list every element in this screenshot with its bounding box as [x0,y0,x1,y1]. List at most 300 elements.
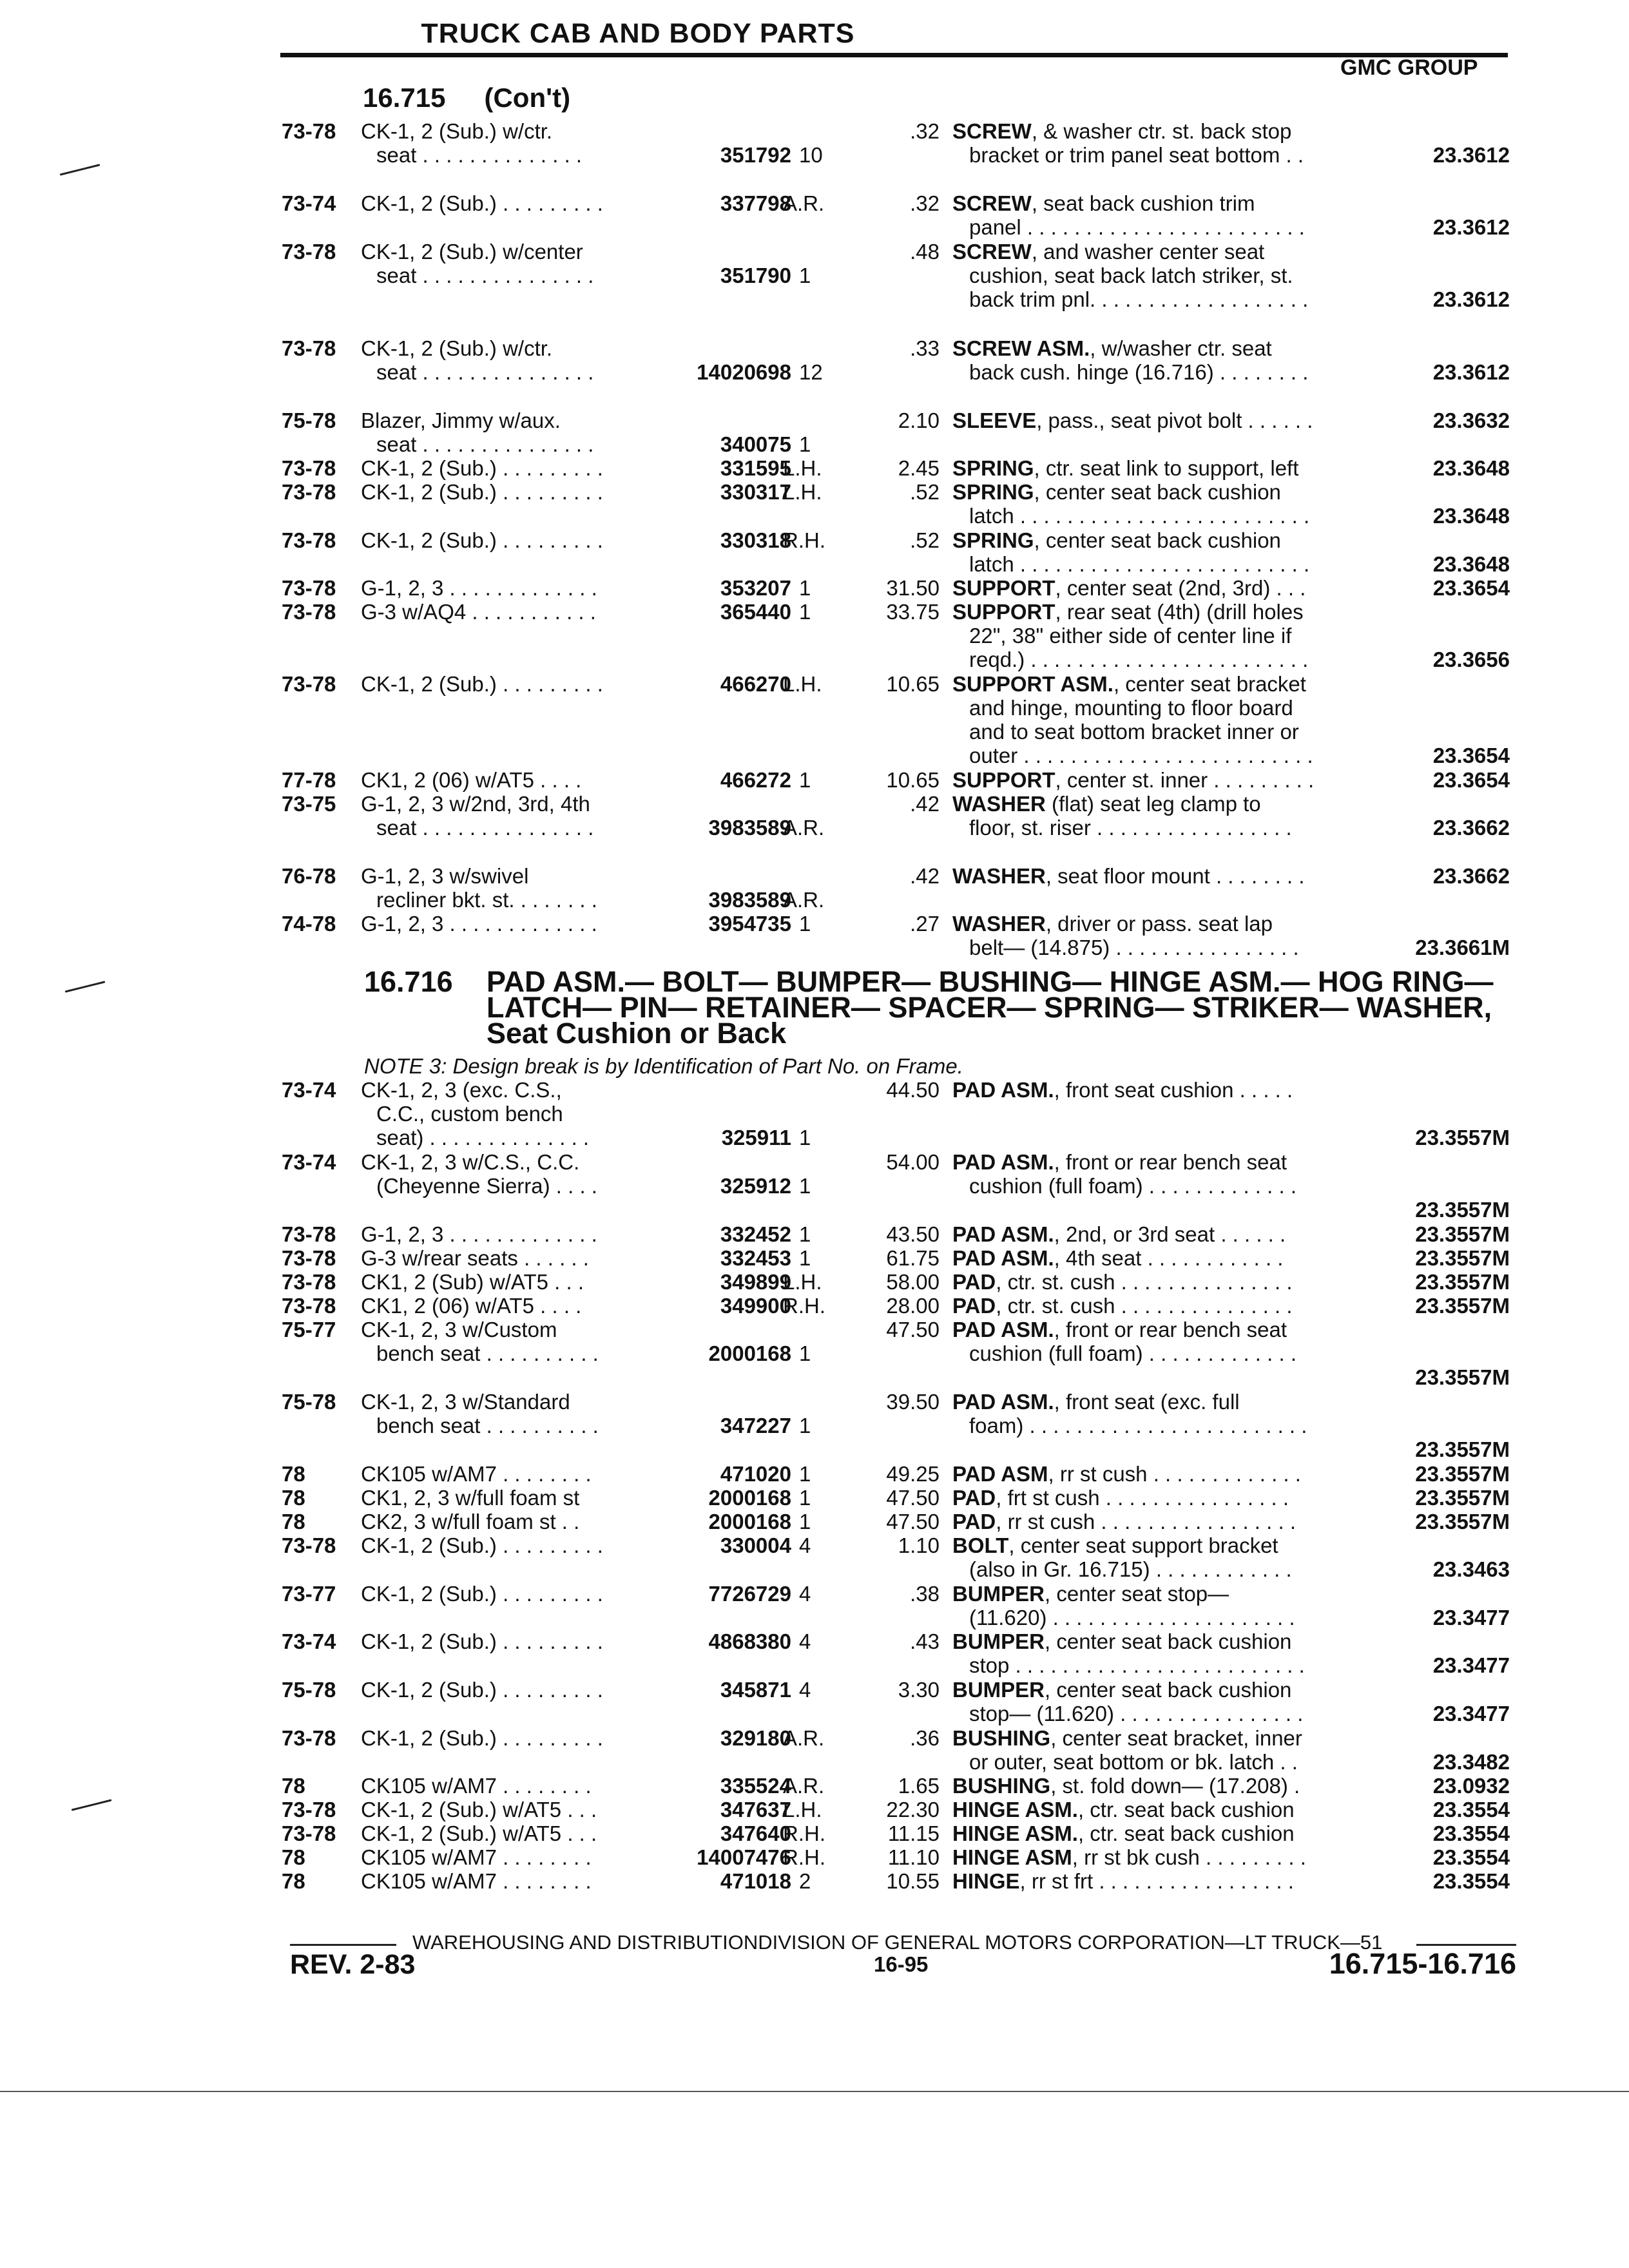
part-description [952,1510,1365,1533]
quantity: 1 [799,1486,811,1510]
model-applicability [361,1726,603,1750]
section-title: PAD ASM.— BOLT— BUMPER— BUSHING— HINGE ASM.— HOG RING— LATCH— PIN— RETAINER— SPACER— SPRING— STRIKER— WASHER, Seat Cushion or Back [487,965,1494,1050]
part-description [952,864,1365,888]
description-line: cushion (full foam) . . . . . . . . . . . . . [969,1341,1296,1365]
price: 44.50 [886,1078,940,1102]
model-applicability [361,1222,597,1246]
model-year: 75-78 [282,408,336,432]
quantity: R.H. [783,1821,825,1845]
part-description [952,1462,1365,1486]
catalog-number: 23.3463 [1432,1557,1510,1581]
model-applicability [361,1246,589,1270]
part-description [952,1294,1365,1318]
header-rule [280,53,1508,57]
model-applicability [361,480,603,504]
catalog-number: 23.3557M [1415,1294,1510,1318]
model-line: CK-1, 2 (Sub.) . . . . . . . . . [361,456,603,480]
catalog-number: 23.3612 [1432,360,1510,384]
catalog-number: 23.3557M [1415,1198,1510,1222]
model-year: 75-78 [282,1678,336,1702]
model-year: 73-75 [282,792,336,816]
model-year: 74-78 [282,912,336,936]
quantity: 10 [799,143,823,167]
price: 47.50 [886,1510,940,1533]
model-applicability [361,912,597,936]
quantity: 1 [799,1222,811,1246]
model-year: 76-78 [282,864,336,888]
part-description [952,768,1365,792]
model-year: 73-74 [282,1629,336,1653]
catalog-number: 23.3662 [1432,816,1510,840]
price: 11.10 [887,1845,940,1869]
price: 11.15 [887,1821,940,1845]
model-applicability [361,408,593,456]
model-line: G-1, 2, 3 . . . . . . . . . . . . . [361,912,597,936]
price: .32 [910,119,940,143]
model-year: 73-78 [282,1726,336,1750]
quantity: A.R. [783,1726,825,1750]
part-number: 353207 [720,576,791,600]
part-description [952,408,1365,432]
model-applicability [361,1078,589,1149]
description-line: stop— (11.620) . . . . . . . . . . . . . . . . [969,1702,1304,1725]
footer-rule-right [1416,1944,1516,1946]
model-line: seat . . . . . . . . . . . . . . . [376,816,594,840]
price: 43.50 [886,1222,940,1246]
quantity: 4 [799,1678,811,1702]
description-line: belt— (14.875) . . . . . . . . . . . . . . . . [969,936,1299,959]
price: .36 [910,1726,940,1750]
price: .42 [910,864,940,888]
description-line: SPRING, ctr. seat link to support, left [952,456,1299,480]
quantity: 1 [799,1462,811,1486]
page-reference: 16.715-16.716 [1329,1947,1516,1980]
price: .52 [910,528,940,552]
catalog-number: 23.3648 [1432,456,1510,480]
quantity: 2 [799,1869,811,1893]
model-applicability [361,1678,603,1702]
part-number: 330004 [720,1533,791,1557]
price: .33 [910,336,940,360]
model-applicability [361,792,593,840]
model-year: 73-78 [282,1246,336,1270]
model-year: 75-78 [282,1390,336,1414]
catalog-number: 23.3477 [1432,1606,1510,1629]
model-line: bench seat . . . . . . . . . . [376,1341,599,1365]
description-line: SCREW, & washer ctr. st. back stop [952,119,1292,143]
section-number: 16.716 [364,965,453,998]
quantity: R.H. [783,1845,825,1869]
quantity: 1 [799,1126,811,1149]
model-line: CK-1, 2 (Sub.) . . . . . . . . . [361,480,603,504]
price: 33.75 [886,600,940,624]
model-line: CK1, 2 (06) w/AT5 . . . . [361,1294,582,1318]
part-description [952,600,1365,671]
model-applicability [361,1486,579,1510]
description-line: latch . . . . . . . . . . . . . . . . . . . . . . . . . [969,504,1310,528]
quantity: 1 [799,432,811,456]
price: 58.00 [886,1270,940,1294]
model-applicability [361,864,597,912]
quantity: 1 [799,600,811,624]
part-number: 351790 [720,264,791,287]
model-line: CK1, 2 (Sub) w/AT5 . . . [361,1270,584,1294]
model-line: CK-1, 2 (Sub.) . . . . . . . . . [361,1582,603,1606]
part-description [952,1150,1365,1198]
description-line: PAD ASM., front seat (exc. full [952,1390,1240,1414]
model-line: CK-1, 2 (Sub.) w/AT5 . . . [361,1798,597,1821]
part-number: 340075 [720,432,791,456]
catalog-number: 23.3632 [1432,408,1510,432]
description-line: floor, st. riser . . . . . . . . . . . . . . . . . [969,816,1292,840]
part-number: 3983589 [708,888,791,912]
description-line: and hinge, mounting to floor board [969,696,1293,720]
catalog-number: 23.3477 [1432,1702,1510,1725]
model-applicability [361,768,581,792]
price: 10.65 [886,768,940,792]
catalog-number: 23.3612 [1432,287,1510,311]
catalog-number: 23.3477 [1432,1653,1510,1677]
quantity: A.R. [783,888,825,912]
part-description [952,1222,1365,1246]
model-applicability [361,119,582,167]
catalog-number: 23.3661M [1415,936,1510,959]
quantity: A.R. [783,1774,825,1798]
model-line: CK-1, 2 (Sub.) w/AT5 . . . [361,1821,597,1845]
model-applicability [361,1845,592,1869]
quantity: 1 [799,1341,811,1365]
punch-mark [65,981,106,992]
catalog-number: 23.3557M [1415,1486,1510,1510]
part-description [952,1246,1365,1270]
part-number: 329180 [720,1726,791,1750]
model-line: CK-1, 2 (Sub.) . . . . . . . . . [361,1629,603,1653]
price: 10.55 [886,1869,940,1893]
model-applicability [361,1821,597,1845]
model-line: G-1, 2, 3 . . . . . . . . . . . . . [361,576,597,600]
catalog-number: 23.3554 [1432,1821,1510,1845]
part-description [952,480,1365,528]
price: .48 [910,240,940,264]
scan-edge-line [0,2091,1629,2092]
model-line: Blazer, Jimmy w/aux. [361,408,561,432]
part-number: 7726729 [708,1582,791,1606]
model-line: CK105 w/AM7 . . . . . . . . [361,1869,592,1893]
part-description [952,1774,1365,1798]
model-line: G-1, 2, 3 w/2nd, 3rd, 4th [361,792,590,816]
description-line: PAD, frt st cush . . . . . . . . . . . . . . . . [952,1486,1289,1510]
model-line: C.C., custom bench [376,1102,563,1126]
description-line: HINGE ASM., ctr. seat back cushion [952,1821,1295,1845]
part-description [952,1798,1365,1821]
price: 47.50 [886,1318,940,1341]
quantity: L.H. [783,672,822,696]
part-number: 349900 [720,1294,791,1318]
part-description [952,1486,1365,1510]
description-line: cushion, seat back latch striker, st. [969,264,1293,287]
model-line: (Cheyenne Sierra) . . . . [376,1174,597,1198]
part-number: 347640 [720,1821,791,1845]
part-description [952,1533,1365,1581]
description-line: foam) . . . . . . . . . . . . . . . . . . . . . . . . [969,1414,1307,1437]
model-year: 73-78 [282,1294,336,1318]
quantity: 1 [799,768,811,792]
description-line: SUPPORT, rear seat (4th) (drill holes [952,600,1304,624]
model-line: G-1, 2, 3 w/swivel [361,864,529,888]
model-line: CK-1, 2, 3 (exc. C.S., [361,1078,562,1102]
description-line: (11.620) . . . . . . . . . . . . . . . . . . . . . [969,1606,1295,1629]
quantity: L.H. [783,456,822,480]
model-year: 73-77 [282,1582,336,1606]
model-line: recliner bkt. st. . . . . . . . [376,888,597,912]
part-number: 471020 [720,1462,791,1486]
part-number: 347227 [720,1414,791,1437]
description-line: PAD, rr st cush . . . . . . . . . . . . . . . . . [952,1510,1296,1533]
catalog-number: 23.3648 [1432,552,1510,576]
description-line: outer . . . . . . . . . . . . . . . . . . . . . . . . . [969,744,1313,767]
model-line: bench seat . . . . . . . . . . [376,1414,599,1437]
catalog-number: 23.3612 [1432,215,1510,239]
part-number: 2000168 [708,1510,791,1533]
description-line: back cush. hinge (16.716) . . . . . . . . [969,360,1309,384]
part-number: 3954735 [708,912,791,936]
part-description [952,240,1365,311]
model-line: seat . . . . . . . . . . . . . . . [376,432,594,456]
quantity: L.H. [783,480,822,504]
model-line: CK-1, 2, 3 w/Custom [361,1318,557,1341]
part-description [952,1078,1365,1102]
description-line: PAD, ctr. st. cush . . . . . . . . . . . . . . . [952,1294,1293,1318]
part-description [952,1270,1365,1294]
quantity: 1 [799,912,811,936]
price: 2.45 [898,456,940,480]
part-description [952,1318,1365,1365]
description-line: panel . . . . . . . . . . . . . . . . . . . . . . . . [969,215,1305,239]
part-description [952,191,1365,239]
description-line: or outer, seat bottom or bk. latch . . [969,1750,1298,1774]
quantity: 4 [799,1629,811,1653]
catalog-number: 23.3554 [1432,1845,1510,1869]
catalog-number: 23.3557M [1415,1365,1510,1389]
part-number: 3983589 [708,816,791,840]
price: .38 [910,1582,940,1606]
model-year: 78 [282,1845,305,1869]
catalog-number: 23.3654 [1432,744,1510,767]
description-line: PAD ASM., 4th seat . . . . . . . . . . . . [952,1246,1284,1270]
quantity: A.R. [783,191,825,215]
description-line: SCREW, seat back cushion trim [952,191,1255,215]
description-line: back trim pnl. . . . . . . . . . . . . . . . . . . [969,287,1309,311]
model-year: 73-78 [282,672,336,696]
description-line: HINGE ASM., ctr. seat back cushion [952,1798,1295,1821]
description-line: WASHER, seat floor mount . . . . . . . . [952,864,1305,888]
description-line: bracket or trim panel seat bottom . . [969,143,1304,167]
part-description [952,1845,1365,1869]
model-applicability [361,1582,603,1606]
model-year: 78 [282,1774,305,1798]
catalog-number: 23.3554 [1432,1869,1510,1893]
quantity: 1 [799,264,811,287]
punch-mark [60,164,101,175]
model-line: G-3 w/rear seats . . . . . . [361,1246,589,1270]
model-year: 78 [282,1510,305,1533]
model-applicability [361,336,593,384]
catalog-number: 23.3656 [1432,648,1510,671]
model-year: 78 [282,1869,305,1893]
model-year: 73-74 [282,1078,336,1102]
part-description [952,912,1365,959]
part-number: 351792 [720,143,791,167]
model-line: CK1, 2, 3 w/full foam st [361,1486,580,1510]
description-line: BUSHING, st. fold down— (17.208) . [952,1774,1300,1798]
model-line: CK-1, 2 (Sub.) w/ctr. [361,336,553,360]
description-line: HINGE, rr st frt . . . . . . . . . . . . . . . . . [952,1869,1294,1893]
model-line: CK2, 3 w/full foam st . . [361,1510,580,1533]
model-applicability [361,1390,599,1437]
part-description [952,456,1365,480]
model-year: 73-78 [282,600,336,624]
price: 31.50 [886,576,940,600]
quantity: 1 [799,1510,811,1533]
description-line: SPRING, center seat back cushion [952,528,1281,552]
description-line: and to seat bottom bracket inner or [969,720,1299,744]
part-number: 471018 [720,1869,791,1893]
part-number: 4868380 [708,1629,791,1653]
model-year: 75-77 [282,1318,336,1341]
model-applicability [361,600,596,624]
quantity: 1 [799,1174,811,1198]
quantity: L.H. [783,1798,822,1821]
model-year: 78 [282,1486,305,1510]
price: 10.65 [886,672,940,696]
part-description [952,1582,1365,1629]
punch-mark [72,1799,112,1811]
catalog-number: 23.3557M [1415,1246,1510,1270]
catalog-number: 23.3612 [1432,143,1510,167]
quantity: R.H. [783,528,825,552]
catalog-number: 23.3557M [1415,1270,1510,1294]
price: .42 [910,792,940,816]
price: 47.50 [886,1486,940,1510]
model-line: CK-1, 2, 3 w/C.S., C.C. [361,1150,580,1174]
model-year: 73-74 [282,1150,336,1174]
part-description [952,528,1365,576]
model-line: CK-1, 2 (Sub.) . . . . . . . . . [361,1726,603,1750]
part-description [952,576,1365,600]
model-applicability [361,528,603,552]
model-year: 73-78 [282,119,336,143]
model-line: CK-1, 2, 3 w/Standard [361,1390,570,1414]
price: .27 [910,912,940,936]
model-line: CK-1, 2 (Sub.) . . . . . . . . . [361,1678,603,1702]
model-applicability [361,1629,603,1653]
section-cont-label: (Con't) [484,82,571,113]
model-line: seat . . . . . . . . . . . . . . [376,143,583,167]
price: 28.00 [886,1294,940,1318]
model-year: 73-78 [282,1821,336,1845]
catalog-number: 23.3648 [1432,504,1510,528]
description-line: PAD ASM., 2nd, or 3rd seat . . . . . . [952,1222,1286,1246]
model-line: CK-1, 2 (Sub.) w/center [361,240,583,264]
catalog-number: 23.3662 [1432,864,1510,888]
description-line: WASHER (flat) seat leg clamp to [952,792,1261,816]
model-year: 73-78 [282,1222,336,1246]
description-line: PAD, ctr. st. cush . . . . . . . . . . . . . . . [952,1270,1293,1294]
catalog-number: 23.3557M [1415,1510,1510,1533]
model-line: G-1, 2, 3 . . . . . . . . . . . . . [361,1222,597,1246]
footer-rule-left [290,1944,396,1946]
price: 61.75 [886,1246,940,1270]
model-applicability [361,576,597,600]
description-line: BUMPER, center seat stop— [952,1582,1229,1606]
model-year: 73-78 [282,336,336,360]
part-description [952,1629,1365,1677]
description-line: SPRING, center seat back cushion [952,480,1281,504]
quantity: A.R. [783,816,825,840]
description-line: PAD ASM., front seat cushion . . . . . [952,1078,1293,1102]
model-line: CK-1, 2 (Sub.) . . . . . . . . . [361,528,603,552]
description-line: 22", 38" either side of center line if [969,624,1292,648]
part-description [952,1726,1365,1774]
part-description [952,1821,1365,1845]
model-applicability [361,672,603,696]
description-line: BUMPER, center seat back cushion [952,1678,1292,1702]
part-description [952,119,1365,167]
model-applicability [361,1798,597,1821]
catalog-number: 23.3482 [1432,1750,1510,1774]
part-number: 330318 [720,528,791,552]
part-number: 466272 [720,768,791,792]
part-description [952,1678,1365,1725]
catalog-number: 23.3557M [1415,1126,1510,1149]
footer-division: WAREHOUSING AND DISTRIBUTIONDIVISION OF GENERAL MOTORS CORPORATION—LT TRUCK—51 [412,1931,1383,1954]
model-applicability [361,1774,592,1798]
description-line: PAD ASM., front or rear bench seat [952,1150,1287,1174]
model-applicability [361,1318,599,1365]
quantity: 4 [799,1582,811,1606]
part-number: 335524 [720,1774,791,1798]
description-line: PAD ASM, rr st cush . . . . . . . . . . . . . [952,1462,1301,1486]
model-applicability [361,1150,597,1198]
model-year: 73-78 [282,1798,336,1821]
part-number: 345871 [720,1678,791,1702]
catalog-number: 23.3557M [1415,1222,1510,1246]
price: 22.30 [886,1798,940,1821]
description-line: SUPPORT ASM., center seat bracket [952,672,1306,696]
part-number: 347637 [720,1798,791,1821]
part-number: 349899 [720,1270,791,1294]
description-line: HINGE ASM, rr st bk cush . . . . . . . . . [952,1845,1306,1869]
description-line: latch . . . . . . . . . . . . . . . . . . . . . . . . . [969,552,1310,576]
model-line: CK-1, 2 (Sub.) . . . . . . . . . [361,1533,603,1557]
model-line: CK105 w/AM7 . . . . . . . . [361,1845,592,1869]
description-line: (also in Gr. 16.715) . . . . . . . . . . . . [969,1557,1292,1581]
catalog-number: 23.3654 [1432,576,1510,600]
quantity: 4 [799,1533,811,1557]
price: 3.30 [898,1678,940,1702]
page-title: TRUCK CAB AND BODY PARTS [421,18,855,49]
model-applicability [361,456,603,480]
description-line: BUSHING, center seat bracket, inner [952,1726,1302,1750]
part-number: 332453 [720,1246,791,1270]
description-line: cushion (full foam) . . . . . . . . . . . . . [969,1174,1296,1198]
price: .52 [910,480,940,504]
model-year: 73-78 [282,480,336,504]
model-line: seat . . . . . . . . . . . . . . . [376,360,594,384]
quantity: 12 [799,360,823,384]
description-line: BOLT, center seat support bracket [952,1533,1278,1557]
part-number: 2000168 [708,1486,791,1510]
